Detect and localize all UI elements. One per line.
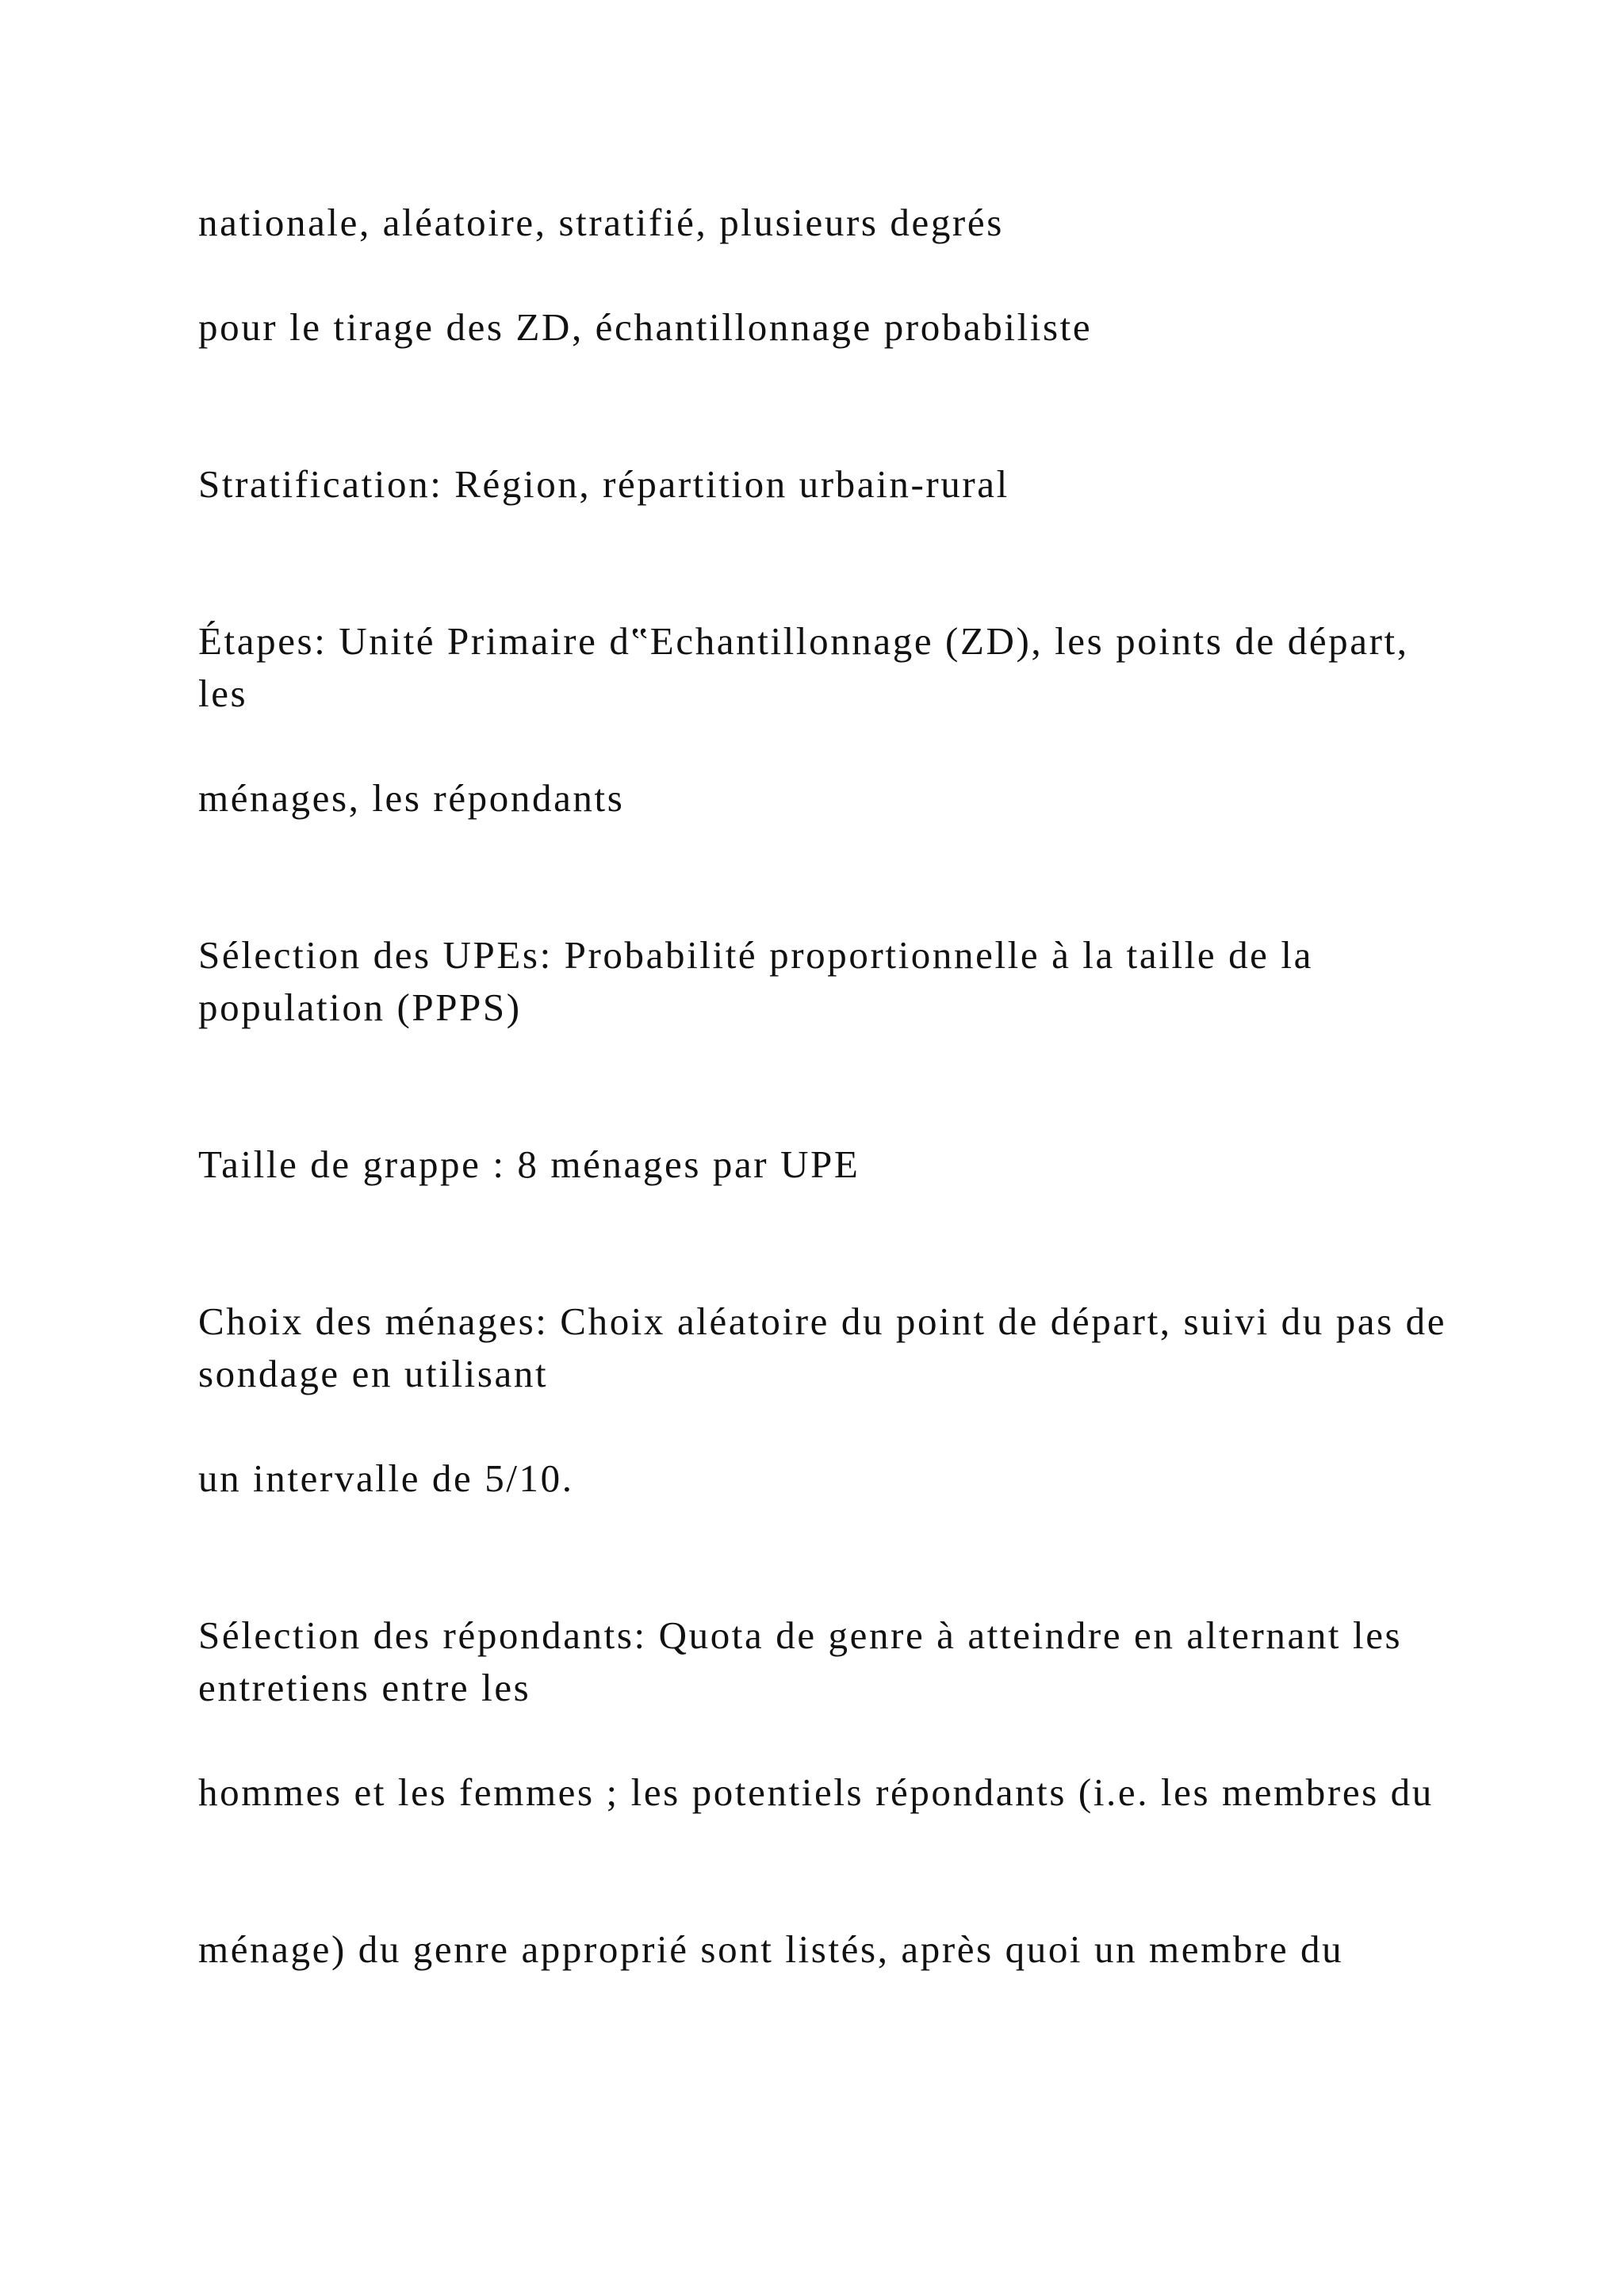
text-line-6: Sélection des UPEs: Probabilité proportionnelle à la taille de la population (PPPS) <box>198 933 1313 1029</box>
text-line-9: un intervalle de 5/10. <box>198 1456 574 1500</box>
text-line-1: nationale, aléatoire, stratifié, plusieurs degrés <box>198 201 1004 244</box>
text-line-10: Sélection des répondants: Quota de genre à atteindre en alternant les entretiens entre les <box>198 1613 1403 1709</box>
text-line-4: Étapes: Unité Primaire d‟Echantillonnage (ZD), les points de départ, les <box>198 619 1409 715</box>
text-line-5: ménages, les répondants <box>198 776 625 820</box>
text-line-11: hommes et les femmes ; les potentiels répondants (i.e. les membres du <box>198 1770 1434 1814</box>
text-line-2: pour le tirage des ZD, échantillonnage probabiliste <box>198 305 1093 349</box>
text-line-7: Taille de grappe : 8 ménages par UPE <box>198 1142 860 1186</box>
text-line-12: ménage) du genre approprié sont listés, après quoi un membre du <box>198 1927 1344 1971</box>
text-line-3: Stratification: Région, répartition urbain-rural <box>198 462 1009 506</box>
text-line-8: Choix des ménages: Choix aléatoire du point de départ, suivi du pas de sondage en utilisant <box>198 1299 1447 1395</box>
